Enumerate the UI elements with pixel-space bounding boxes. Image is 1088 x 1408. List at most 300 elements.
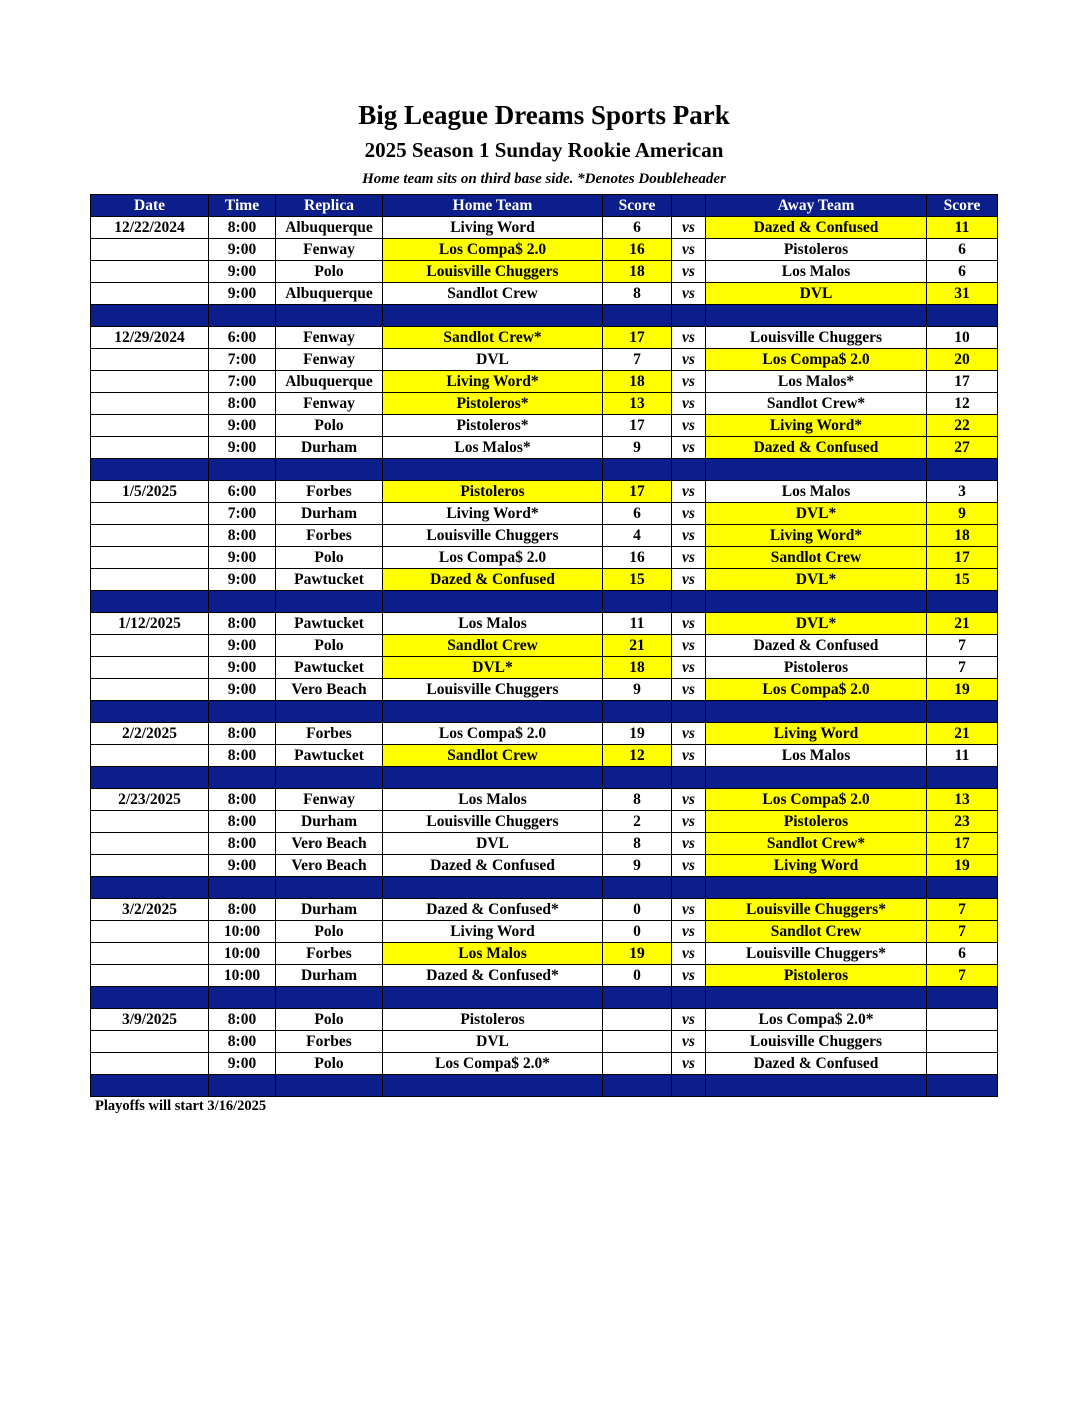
schedule-body [91, 217, 998, 1097]
vs-cell: vs [672, 635, 706, 657]
separator-cell [927, 701, 998, 723]
away-score-cell: 11 [927, 745, 998, 767]
separator-cell [706, 987, 927, 1009]
home-team-cell: DVL [383, 1031, 603, 1053]
home-score-cell: 8 [603, 283, 672, 305]
separator-cell [383, 877, 603, 899]
vs-cell: vs [672, 569, 706, 591]
separator-cell [927, 987, 998, 1009]
replica-cell: Forbes [276, 1031, 383, 1053]
home-team-cell: Louisville Chuggers [383, 811, 603, 833]
separator-cell [927, 459, 998, 481]
separator-cell [706, 305, 927, 327]
home-score-cell: 16 [603, 239, 672, 261]
home-score-cell: 9 [603, 437, 672, 459]
separator-cell [209, 987, 276, 1009]
date-cell [91, 569, 209, 591]
away-score-cell: 17 [927, 833, 998, 855]
home-team-cell: Los Malos [383, 789, 603, 811]
separator-cell [672, 1075, 706, 1097]
away-team-cell: Dazed & Confused [706, 635, 927, 657]
away-score-cell: 19 [927, 679, 998, 701]
replica-cell: Fenway [276, 327, 383, 349]
vs-cell: vs [672, 855, 706, 877]
table-row [91, 855, 998, 877]
away-score-cell: 7 [927, 657, 998, 679]
away-score-cell: 7 [927, 899, 998, 921]
away-team-cell: Dazed & Confused [706, 1053, 927, 1075]
group-separator-row [91, 701, 998, 723]
time-cell: 9:00 [209, 547, 276, 569]
replica-cell: Albuquerque [276, 283, 383, 305]
vs-cell: vs [672, 811, 706, 833]
table-row [91, 569, 998, 591]
group-separator-row [91, 877, 998, 899]
away-score-cell: 7 [927, 921, 998, 943]
vs-cell: vs [672, 789, 706, 811]
table-header-row [91, 195, 998, 217]
date-cell [91, 371, 209, 393]
replica-cell: Pawtucket [276, 745, 383, 767]
away-team-cell: Los Compa$ 2.0* [706, 1009, 927, 1031]
table-row [91, 899, 998, 921]
vs-cell: vs [672, 921, 706, 943]
vs-cell: vs [672, 393, 706, 415]
time-cell: 9:00 [209, 415, 276, 437]
away-team-cell: Dazed & Confused [706, 217, 927, 239]
date-cell [91, 525, 209, 547]
away-team-cell: Sandlot Crew* [706, 393, 927, 415]
home-score-cell: 6 [603, 217, 672, 239]
vs-cell: vs [672, 327, 706, 349]
away-team-cell: Louisville Chuggers* [706, 899, 927, 921]
separator-cell [276, 987, 383, 1009]
time-cell: 8:00 [209, 789, 276, 811]
replica-cell: Polo [276, 635, 383, 657]
vs-cell: vs [672, 261, 706, 283]
table-row [91, 393, 998, 415]
date-cell: 2/23/2025 [91, 789, 209, 811]
time-cell: 9:00 [209, 239, 276, 261]
separator-cell [91, 767, 209, 789]
date-cell [91, 833, 209, 855]
home-score-cell: 18 [603, 371, 672, 393]
time-cell: 9:00 [209, 569, 276, 591]
time-cell: 8:00 [209, 217, 276, 239]
home-score-cell: 17 [603, 415, 672, 437]
replica-cell: Vero Beach [276, 855, 383, 877]
table-row [91, 943, 998, 965]
vs-cell: vs [672, 1031, 706, 1053]
home-score-cell: 21 [603, 635, 672, 657]
away-team-cell: Louisville Chuggers [706, 1031, 927, 1053]
time-cell: 9:00 [209, 657, 276, 679]
home-team-cell: Dazed & Confused [383, 569, 603, 591]
away-team-cell: Living Word [706, 855, 927, 877]
time-cell: 9:00 [209, 635, 276, 657]
separator-cell [276, 767, 383, 789]
away-score-cell: 7 [927, 635, 998, 657]
group-separator-row [91, 459, 998, 481]
date-cell [91, 437, 209, 459]
away-score-cell: 7 [927, 965, 998, 987]
away-team-cell: Los Malos [706, 261, 927, 283]
separator-cell [706, 1075, 927, 1097]
home-score-cell [603, 1009, 672, 1031]
table-row [91, 613, 998, 635]
table-row [91, 525, 998, 547]
col-time-header: Time [209, 195, 276, 217]
schedule-note: Home team sits on third base side. *Denotes Doubleheader [362, 171, 726, 187]
home-team-cell: Louisville Chuggers [383, 679, 603, 701]
date-cell [91, 855, 209, 877]
col-home-team-header: Home Team [383, 195, 603, 217]
separator-cell [91, 987, 209, 1009]
away-team-cell: Living Word [706, 723, 927, 745]
home-team-cell: Sandlot Crew* [383, 327, 603, 349]
home-team-cell: Los Compa$ 2.0 [383, 547, 603, 569]
away-team-cell: Pistoleros [706, 811, 927, 833]
table-row [91, 921, 998, 943]
group-separator-row [91, 305, 998, 327]
separator-cell [672, 305, 706, 327]
home-score-cell: 17 [603, 481, 672, 503]
away-score-cell: 9 [927, 503, 998, 525]
separator-cell [276, 459, 383, 481]
away-score-cell: 20 [927, 349, 998, 371]
vs-cell: vs [672, 833, 706, 855]
date-cell [91, 921, 209, 943]
home-team-cell: Sandlot Crew [383, 745, 603, 767]
time-cell: 8:00 [209, 811, 276, 833]
home-score-cell: 13 [603, 393, 672, 415]
away-score-cell: 22 [927, 415, 998, 437]
col-away-team-header: Away Team [706, 195, 927, 217]
home-score-cell [603, 1031, 672, 1053]
table-row [91, 437, 998, 459]
home-team-cell: Los Compa$ 2.0 [383, 723, 603, 745]
replica-cell: Pawtucket [276, 657, 383, 679]
away-score-cell [927, 1009, 998, 1031]
group-separator-row [91, 767, 998, 789]
date-cell [91, 503, 209, 525]
playoffs-note: Playoffs will start 3/16/2025 [95, 1098, 267, 1114]
vs-cell: vs [672, 1009, 706, 1031]
table-row [91, 217, 998, 239]
home-score-cell: 4 [603, 525, 672, 547]
separator-cell [603, 591, 672, 613]
separator-cell [383, 987, 603, 1009]
time-cell: 8:00 [209, 1009, 276, 1031]
separator-cell [276, 305, 383, 327]
separator-cell [276, 877, 383, 899]
separator-cell [91, 877, 209, 899]
table-row [91, 371, 998, 393]
away-team-cell: Los Malos [706, 481, 927, 503]
vs-cell: vs [672, 745, 706, 767]
away-score-cell: 6 [927, 943, 998, 965]
date-cell [91, 547, 209, 569]
separator-cell [383, 1075, 603, 1097]
time-cell: 9:00 [209, 437, 276, 459]
time-cell: 10:00 [209, 965, 276, 987]
vs-cell: vs [672, 415, 706, 437]
home-team-cell: Dazed & Confused [383, 855, 603, 877]
separator-cell [706, 591, 927, 613]
away-team-cell: Pistoleros [706, 965, 927, 987]
replica-cell: Fenway [276, 349, 383, 371]
time-cell: 7:00 [209, 503, 276, 525]
vs-cell: vs [672, 481, 706, 503]
home-team-cell: Los Malos* [383, 437, 603, 459]
home-score-cell: 8 [603, 833, 672, 855]
vs-cell: vs [672, 899, 706, 921]
separator-cell [672, 591, 706, 613]
replica-cell: Forbes [276, 525, 383, 547]
time-cell: 10:00 [209, 943, 276, 965]
away-score-cell: 27 [927, 437, 998, 459]
home-team-cell: Pistoleros [383, 481, 603, 503]
replica-cell: Fenway [276, 789, 383, 811]
separator-cell [603, 305, 672, 327]
time-cell: 8:00 [209, 899, 276, 921]
replica-cell: Forbes [276, 943, 383, 965]
table-row [91, 283, 998, 305]
vs-cell: vs [672, 525, 706, 547]
replica-cell: Vero Beach [276, 833, 383, 855]
date-cell: 12/29/2024 [91, 327, 209, 349]
group-separator-row [91, 987, 998, 1009]
date-cell: 2/2/2025 [91, 723, 209, 745]
schedule-table [90, 194, 998, 1097]
time-cell: 8:00 [209, 1031, 276, 1053]
vs-cell: vs [672, 943, 706, 965]
separator-cell [209, 1075, 276, 1097]
away-team-cell: Dazed & Confused [706, 437, 927, 459]
separator-cell [91, 459, 209, 481]
home-score-cell: 0 [603, 921, 672, 943]
separator-cell [383, 767, 603, 789]
date-cell: 3/2/2025 [91, 899, 209, 921]
replica-cell: Pawtucket [276, 569, 383, 591]
time-cell: 7:00 [209, 371, 276, 393]
away-score-cell: 6 [927, 239, 998, 261]
vs-cell: vs [672, 1053, 706, 1075]
home-score-cell: 19 [603, 723, 672, 745]
col-replica-header: Replica [276, 195, 383, 217]
away-score-cell: 17 [927, 547, 998, 569]
away-score-cell: 31 [927, 283, 998, 305]
date-cell: 12/22/2024 [91, 217, 209, 239]
home-team-cell: Living Word* [383, 371, 603, 393]
date-cell [91, 415, 209, 437]
separator-cell [927, 767, 998, 789]
date-cell [91, 393, 209, 415]
separator-cell [603, 1075, 672, 1097]
home-team-cell: Los Compa$ 2.0 [383, 239, 603, 261]
replica-cell: Fenway [276, 393, 383, 415]
away-score-cell: 10 [927, 327, 998, 349]
separator-cell [209, 591, 276, 613]
home-score-cell: 9 [603, 855, 672, 877]
home-team-cell: Los Malos [383, 613, 603, 635]
date-cell [91, 1031, 209, 1053]
away-score-cell: 15 [927, 569, 998, 591]
replica-cell: Forbes [276, 723, 383, 745]
table-row [91, 481, 998, 503]
home-team-cell: Louisville Chuggers [383, 525, 603, 547]
separator-cell [209, 305, 276, 327]
page-subtitle: 2025 Season 1 Sunday Rookie American [364, 138, 724, 162]
replica-cell: Durham [276, 811, 383, 833]
separator-cell [603, 767, 672, 789]
home-score-cell: 9 [603, 679, 672, 701]
date-cell [91, 349, 209, 371]
vs-cell: vs [672, 283, 706, 305]
separator-cell [383, 305, 603, 327]
vs-cell: vs [672, 217, 706, 239]
separator-cell [603, 877, 672, 899]
date-cell [91, 811, 209, 833]
table-row [91, 1031, 998, 1053]
table-row [91, 503, 998, 525]
away-team-cell: Sandlot Crew [706, 921, 927, 943]
table-row [91, 965, 998, 987]
table-row [91, 635, 998, 657]
home-score-cell: 19 [603, 943, 672, 965]
away-score-cell: 21 [927, 613, 998, 635]
home-score-cell [603, 1053, 672, 1075]
replica-cell: Fenway [276, 239, 383, 261]
vs-cell: vs [672, 503, 706, 525]
replica-cell: Albuquerque [276, 217, 383, 239]
home-team-cell: Los Compa$ 2.0* [383, 1053, 603, 1075]
table-row [91, 327, 998, 349]
vs-cell: vs [672, 371, 706, 393]
separator-cell [209, 701, 276, 723]
time-cell: 10:00 [209, 921, 276, 943]
home-score-cell: 18 [603, 657, 672, 679]
separator-cell [672, 701, 706, 723]
vs-cell: vs [672, 349, 706, 371]
table-row [91, 415, 998, 437]
time-cell: 6:00 [209, 327, 276, 349]
table-row [91, 679, 998, 701]
away-team-cell: Pistoleros [706, 239, 927, 261]
away-score-cell: 19 [927, 855, 998, 877]
table-row [91, 723, 998, 745]
time-cell: 8:00 [209, 613, 276, 635]
replica-cell: Polo [276, 261, 383, 283]
time-cell: 9:00 [209, 261, 276, 283]
time-cell: 9:00 [209, 283, 276, 305]
time-cell: 8:00 [209, 525, 276, 547]
home-team-cell: Living Word [383, 217, 603, 239]
separator-cell [91, 591, 209, 613]
date-cell: 1/5/2025 [91, 481, 209, 503]
away-score-cell: 13 [927, 789, 998, 811]
away-score-cell: 23 [927, 811, 998, 833]
away-team-cell: Living Word* [706, 415, 927, 437]
home-team-cell: Pistoleros* [383, 415, 603, 437]
separator-cell [706, 701, 927, 723]
away-score-cell: 17 [927, 371, 998, 393]
table-row [91, 811, 998, 833]
separator-cell [672, 459, 706, 481]
col-home-score-header: Score [603, 195, 672, 217]
replica-cell: Polo [276, 1053, 383, 1075]
separator-cell [209, 877, 276, 899]
home-team-cell: DVL [383, 833, 603, 855]
group-separator-row [91, 1075, 998, 1097]
home-team-cell: Pistoleros [383, 1009, 603, 1031]
home-score-cell: 17 [603, 327, 672, 349]
vs-cell: vs [672, 547, 706, 569]
away-team-cell: Living Word* [706, 525, 927, 547]
away-score-cell: 21 [927, 723, 998, 745]
home-team-cell: Sandlot Crew [383, 635, 603, 657]
date-cell [91, 679, 209, 701]
time-cell: 9:00 [209, 679, 276, 701]
separator-cell [603, 987, 672, 1009]
away-team-cell: DVL* [706, 613, 927, 635]
away-team-cell: Sandlot Crew [706, 547, 927, 569]
replica-cell: Durham [276, 503, 383, 525]
separator-cell [706, 767, 927, 789]
home-score-cell: 8 [603, 789, 672, 811]
replica-cell: Polo [276, 415, 383, 437]
home-team-cell: Louisville Chuggers [383, 261, 603, 283]
home-score-cell: 12 [603, 745, 672, 767]
home-score-cell: 6 [603, 503, 672, 525]
home-team-cell: DVL* [383, 657, 603, 679]
vs-cell: vs [672, 613, 706, 635]
date-cell [91, 745, 209, 767]
separator-cell [383, 459, 603, 481]
time-cell: 8:00 [209, 393, 276, 415]
table-row [91, 239, 998, 261]
separator-cell [672, 987, 706, 1009]
replica-cell: Polo [276, 547, 383, 569]
vs-cell: vs [672, 723, 706, 745]
vs-cell: vs [672, 657, 706, 679]
separator-cell [91, 305, 209, 327]
separator-cell [927, 591, 998, 613]
home-score-cell: 11 [603, 613, 672, 635]
separator-cell [91, 701, 209, 723]
time-cell: 9:00 [209, 855, 276, 877]
date-cell [91, 965, 209, 987]
replica-cell: Durham [276, 899, 383, 921]
replica-cell: Polo [276, 921, 383, 943]
separator-cell [603, 701, 672, 723]
away-score-cell: 18 [927, 525, 998, 547]
home-score-cell: 15 [603, 569, 672, 591]
away-team-cell: DVL* [706, 569, 927, 591]
vs-cell: vs [672, 437, 706, 459]
page-title: Big League Dreams Sports Park [358, 100, 730, 130]
away-team-cell: DVL [706, 283, 927, 305]
home-team-cell: Living Word* [383, 503, 603, 525]
separator-cell [603, 459, 672, 481]
table-row [91, 745, 998, 767]
separator-cell [383, 701, 603, 723]
time-cell: 8:00 [209, 745, 276, 767]
home-team-cell: Pistoleros* [383, 393, 603, 415]
home-score-cell: 16 [603, 547, 672, 569]
replica-cell: Durham [276, 437, 383, 459]
separator-cell [91, 1075, 209, 1097]
